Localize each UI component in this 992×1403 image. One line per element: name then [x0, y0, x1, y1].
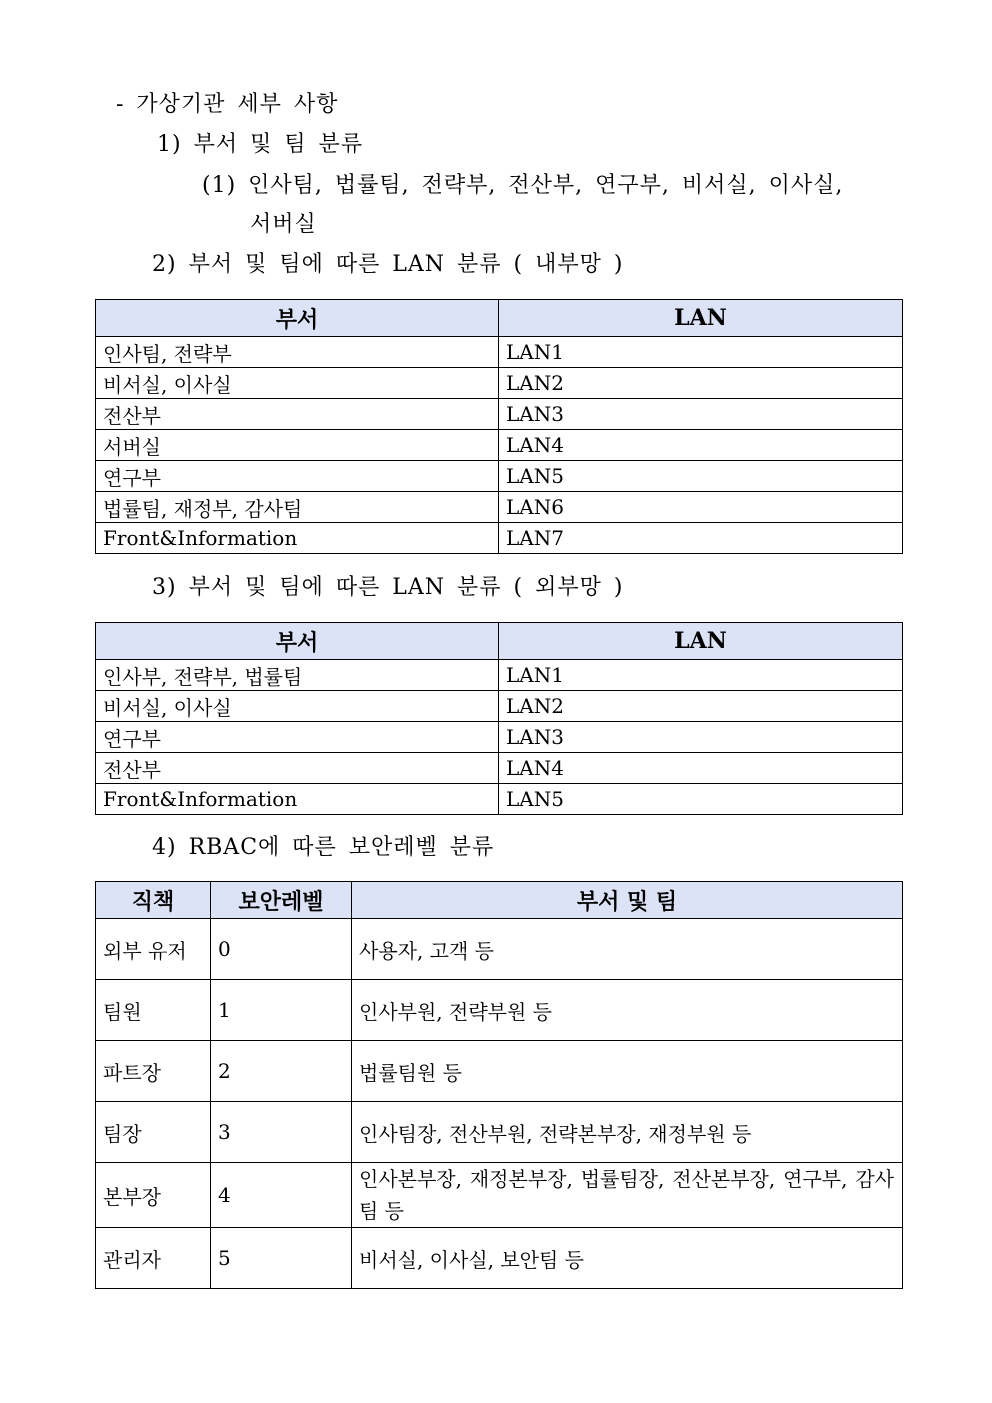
header-lan: LAN — [499, 300, 903, 337]
external-lan-table — [95, 622, 903, 815]
section1-item-line2: 서버실 — [250, 212, 317, 237]
internal-lan-table — [95, 299, 903, 554]
section3-title: 3) 부서 및 팀에 따른 LAN 분류 ( 외부망 ) — [152, 575, 624, 600]
section-heading: - 가상기관 세부 사항 — [116, 92, 339, 117]
cell-lan: LAN2 — [499, 368, 903, 399]
cell-position: 팀원 — [96, 980, 211, 1041]
table-row — [96, 461, 903, 492]
table-row — [96, 722, 903, 753]
table-row — [96, 523, 903, 554]
cell-lan: LAN2 — [499, 691, 903, 722]
cell-teams: 법률팀원 등 — [352, 1041, 903, 1102]
cell-position: 관리자 — [96, 1228, 211, 1289]
cell-level: 5 — [211, 1228, 352, 1289]
header-department: 부서 — [96, 300, 499, 337]
table-row — [96, 492, 903, 523]
table-row — [96, 399, 903, 430]
cell-department: Front&Information — [96, 523, 499, 554]
cell-department: 전산부 — [96, 399, 499, 430]
section1-item-line1: (1) 인사팀, 법률팀, 전략부, 전산부, 연구부, 비서실, 이사실, — [202, 173, 844, 198]
cell-lan: LAN1 — [499, 337, 903, 368]
cell-lan: LAN4 — [499, 753, 903, 784]
rbac-security-level-table — [95, 881, 903, 1289]
cell-level: 1 — [211, 980, 352, 1041]
cell-department: 인사팀, 전략부 — [96, 337, 499, 368]
table-header-row — [96, 623, 903, 660]
cell-level: 0 — [211, 919, 352, 980]
header-position: 직책 — [96, 882, 211, 919]
table-row — [96, 368, 903, 399]
header-department-team: 부서 및 팀 — [352, 882, 903, 919]
cell-teams: 인사부원, 전략부원 등 — [352, 980, 903, 1041]
cell-department: 서버실 — [96, 430, 499, 461]
cell-department: 전산부 — [96, 753, 499, 784]
cell-lan: LAN5 — [499, 784, 903, 815]
table-row — [96, 1163, 903, 1228]
cell-department: 법률팀, 재정부, 감사팀 — [96, 492, 499, 523]
cell-teams: 사용자, 고객 등 — [352, 919, 903, 980]
table-row — [96, 753, 903, 784]
header-lan: LAN — [499, 623, 903, 660]
cell-lan: LAN5 — [499, 461, 903, 492]
table-row — [96, 919, 903, 980]
cell-teams: 인사본부장, 재정본부장, 법률팀장, 전산본부장, 연구부, 감사팀 등 — [352, 1163, 903, 1228]
cell-lan: LAN1 — [499, 660, 903, 691]
table-header-row — [96, 882, 903, 919]
cell-level: 3 — [211, 1102, 352, 1163]
cell-position: 팀장 — [96, 1102, 211, 1163]
cell-lan: LAN7 — [499, 523, 903, 554]
cell-department: 비서실, 이사실 — [96, 691, 499, 722]
cell-department: 인사부, 전략부, 법률팀 — [96, 660, 499, 691]
table-row — [96, 1041, 903, 1102]
header-security-level: 보안레벨 — [211, 882, 352, 919]
table-row — [96, 337, 903, 368]
cell-department: 비서실, 이사실 — [96, 368, 499, 399]
cell-department: 연구부 — [96, 722, 499, 753]
cell-level: 2 — [211, 1041, 352, 1102]
table-row — [96, 784, 903, 815]
table-row — [96, 430, 903, 461]
section1-title: 1) 부서 및 팀 분류 — [157, 132, 364, 157]
table-row — [96, 691, 903, 722]
section2-title: 2) 부서 및 팀에 따른 LAN 분류 ( 내부망 ) — [152, 252, 624, 277]
table-row — [96, 660, 903, 691]
cell-teams: 비서실, 이사실, 보안팀 등 — [352, 1228, 903, 1289]
cell-position: 파트장 — [96, 1041, 211, 1102]
cell-position: 본부장 — [96, 1163, 211, 1228]
table-row — [96, 1228, 903, 1289]
cell-lan: LAN6 — [499, 492, 903, 523]
cell-lan: LAN4 — [499, 430, 903, 461]
table-header-row — [96, 300, 903, 337]
cell-department: Front&Information — [96, 784, 499, 815]
header-department: 부서 — [96, 623, 499, 660]
cell-position: 외부 유저 — [96, 919, 211, 980]
cell-lan: LAN3 — [499, 722, 903, 753]
table-row — [96, 1102, 903, 1163]
cell-level: 4 — [211, 1163, 352, 1228]
section4-title: 4) RBAC에 따른 보안레벨 분류 — [152, 835, 495, 860]
table-row — [96, 980, 903, 1041]
cell-lan: LAN3 — [499, 399, 903, 430]
cell-department: 연구부 — [96, 461, 499, 492]
cell-teams: 인사팀장, 전산부원, 전략본부장, 재정부원 등 — [352, 1102, 903, 1163]
